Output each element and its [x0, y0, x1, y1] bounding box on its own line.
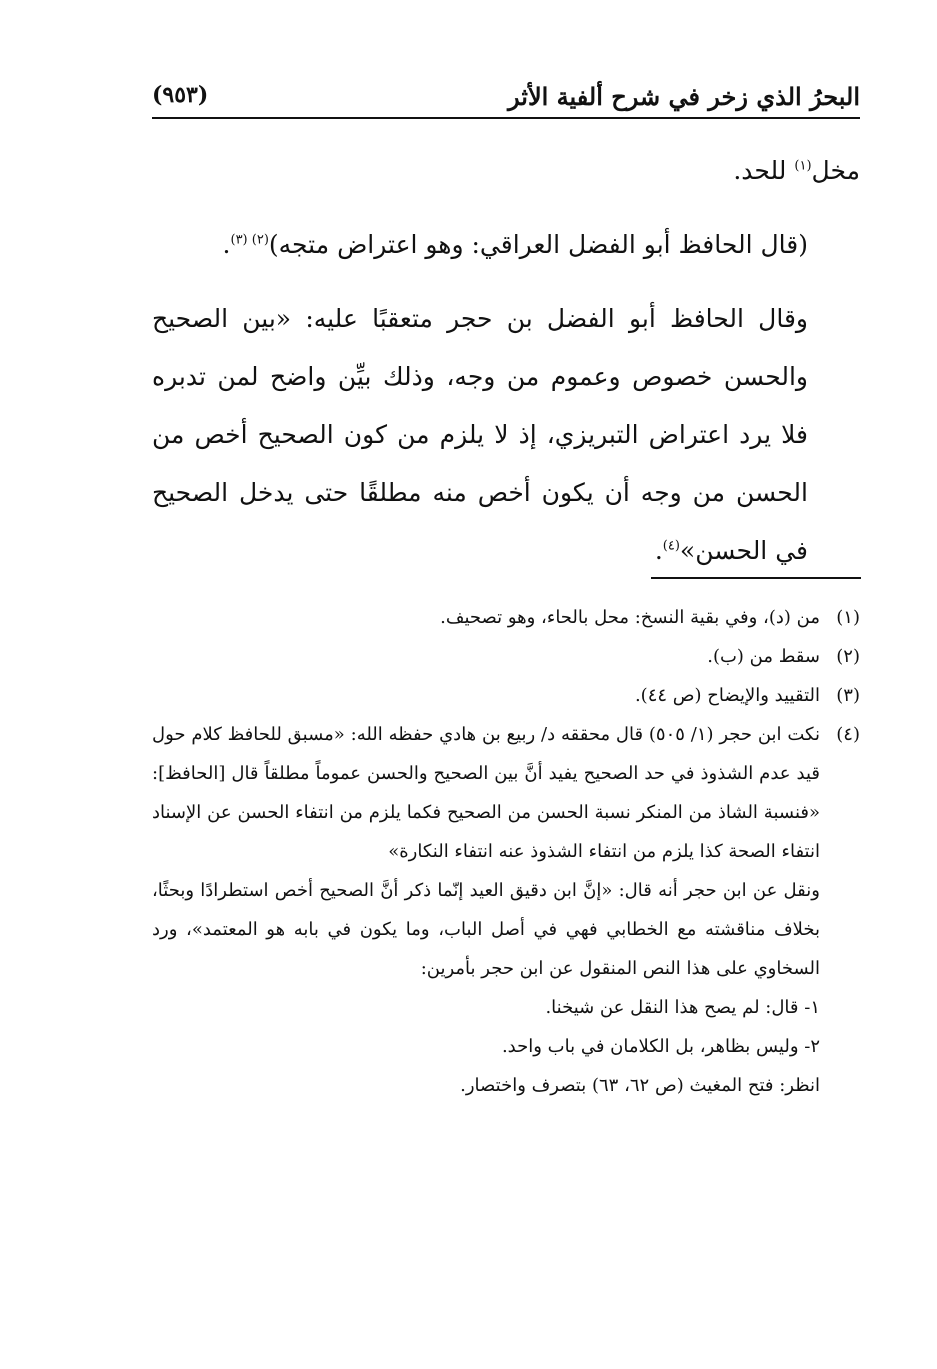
paragraph-3-text: وقال الحافظ أبو الفضل بن حجر متعقبًا عليه: «بين الصحيح والحسن خصوص وعموم من وجه، وذلك بيِّن واضح لمن تدبره فلا يرد اعتراض التبريزي، إذ لا يلزم من كون الصحيح أخص من الحسن من وجه أن يكون أخص منه مطلقًا حتى يدخل الصحيح في الحسن» — [152, 304, 808, 565]
page-header — [152, 78, 860, 114]
footnote-number: (٤) — [836, 724, 860, 745]
footnote-ref-1: (١) — [794, 158, 812, 174]
footnote-2 — [152, 637, 860, 676]
footnote-4-reference: انظر: فتح المغيث (ص ٦٢، ٦٣) بتصرف واختصار. — [460, 1075, 820, 1096]
paragraph-3 — [152, 290, 860, 580]
footnote-ref-4: (٤) — [662, 538, 680, 554]
footnote-number: (٣) — [836, 685, 860, 706]
footnote-1 — [152, 598, 860, 637]
footnote-text: نكت ابن حجر (١/ ٥٠٥) قال محققه د/ ربيع بن هادي حفظه الله: «مسبق للحافظ كلام حول قيد عدم الشذوذ في حد الصحيح يفيد أنَّ بين الصحيح والحسن عموماً مطلقاً قال [الحافظ]: «فنسبة الشاذ من المنكر نسبة الحسن من الصحيح فكما يلزم من انتفاء الحسن عن الإسناد انتفاء الصحة كذا يلزم من انتفاء الشذوذ عنه انتفاء النكارة» — [152, 724, 821, 862]
paragraph-2-tail: . — [222, 230, 231, 259]
running-title: البحرُ الذي زخر في شرح ألفية الأثر — [508, 82, 860, 111]
main-text — [152, 142, 860, 580]
paragraph-1 — [152, 142, 860, 200]
footnote-number: (٢) — [836, 646, 860, 667]
footnote-text: سقط من (ب). — [707, 646, 820, 667]
footnote-4 — [152, 715, 860, 871]
footnote-separator — [651, 577, 861, 579]
footnote-text: من (د)، وفي بقية النسخ: محل بالحاء، وهو تصحيف. — [440, 607, 820, 628]
footnote-4-point-2: ٢- وليس بظاهر، بل الكلامان في باب واحد. — [501, 1036, 820, 1057]
footnote-4-continuation: ونقل عن ابن حجر أنه قال: «إنَّ ابن دقيق العيد إنّما ذكر أنَّ الصحيح أخص استطرادًا وبحثًا، بخلاف مناقشته مع الخطابي فهي في أصل الباب، وما يكون في بابه هو المعتمد»، ورد السخاوي على هذا النص المنقول عن ابن حجر بأمرين: — [152, 880, 820, 979]
footnotes — [152, 598, 860, 1105]
page-number: (٩٥٣) — [152, 82, 209, 108]
footnote-ref-2-3: (٢) (٣) — [230, 232, 269, 248]
footnote-text: التقييد والإيضاح (ص ٤٤). — [634, 685, 820, 706]
paragraph-1-tail: للحد. — [733, 156, 795, 185]
paragraph-2-text: (قال الحافظ أبو الفضل العراقي: وهو اعتراض متجه) — [268, 230, 808, 259]
paragraph-3-tail: . — [654, 536, 663, 565]
paragraph-1-text: مخل — [811, 156, 860, 185]
paragraph-2 — [152, 216, 860, 274]
footnote-4-point-1: ١- قال: لم يصح هذا النقل عن شيخنا. — [545, 997, 820, 1018]
header-rule — [152, 117, 860, 119]
footnote-number: (١) — [836, 607, 860, 628]
footnote-3 — [152, 676, 860, 715]
